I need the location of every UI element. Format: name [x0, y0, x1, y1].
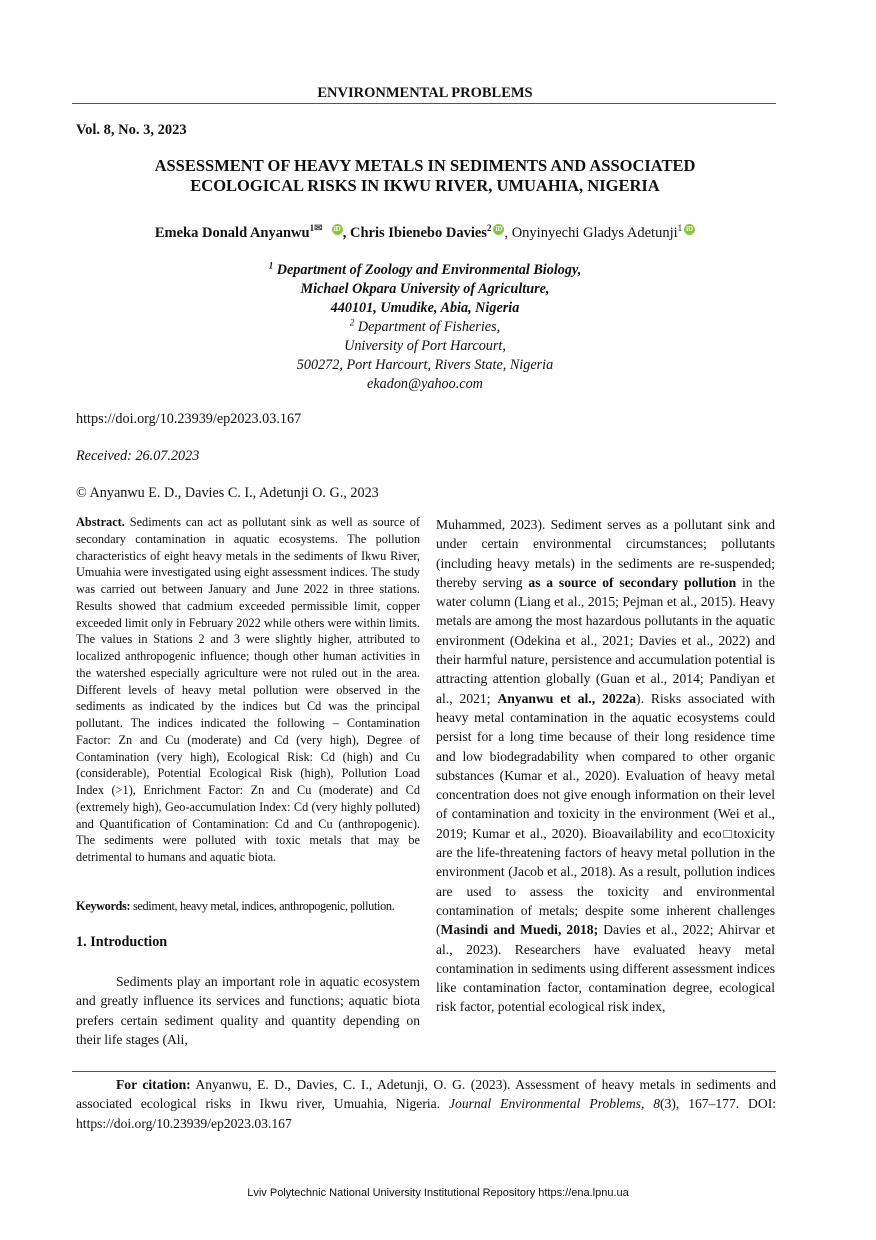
text: in the water column (Liang et al., 2015; Pejman et al., 2015). Heavy metals are among the most hazardous pollutants in the aquatic environment (Odekina et al., 2021; Davies et al., 2022) and their harmful nature, persistence and accumulation potential is attracting attention globally (Guan et al., 2014; Pandiyan et al., 2021; [436, 574, 776, 706]
journal-name: Journal Environmental Problems [448, 1096, 641, 1112]
citation-label: For citation: [116, 1077, 191, 1092]
received-date: Received: 26.07.2023 [76, 448, 200, 464]
text: , [640, 1096, 654, 1112]
affil-line: 440101, Umudike, Abia, Nigeria [330, 300, 520, 316]
keywords-label: Keywords: [76, 899, 131, 913]
orcid-icon[interactable]: iD [333, 225, 341, 233]
text: ). Risks associated with heavy metal contamination in the aquatic ecosystems could persist for a long time because of their long residence time and low biodegradability when compared to other organic substances (Kumar et al., 2020). Evaluation of heavy metal concentration does not give enough information on their level of contamination and toxicity in the environment (Wei et al., 2019; Kumar et al., 2020). Bioavailability and eco□toxicity are the life-threatening factors of heavy metal pollution in the environment (Jacob et al., 2018). As a result, pollution indices are used to assess the toxicity and environmental contamination of metals; despite some inherent challenges ( [436, 690, 775, 938]
keywords-text: sediment, heavy metal, indices, anthropogenic, pollution. [130, 899, 395, 913]
doi-link[interactable]: https://doi.org/10.23939/ep2023.03.167 [76, 411, 302, 427]
footer-rule [72, 1071, 776, 1072]
affil-line: University of Port Harcourt, [344, 338, 506, 354]
author-name: , Chris Ibienebo Davies [342, 224, 487, 241]
affil-line: Michael Okpara University of Agriculture, [300, 281, 550, 297]
affil-sup: 1 [268, 260, 274, 271]
author-list [0, 223, 850, 242]
keywords [76, 899, 426, 914]
copyright: © Anyanwu E. D., Davies C. I., Adetunji O. G., 2023 [76, 485, 379, 501]
intro-continued [436, 515, 775, 1017]
journal-header: ENVIRONMENTAL PROBLEMS [317, 85, 533, 101]
affil-sup: 2 [486, 223, 492, 233]
text: Muhammed, 2023). Sediment serves as a pollutant sink and under certain environmental circumstances; pollutants (including heavy metals) in the sediments are re-suspended; thereby serving [436, 517, 775, 590]
volume-number: 8 [653, 1096, 661, 1112]
header-rule [72, 103, 776, 104]
affil-sup: 1 [677, 223, 683, 233]
citation-link[interactable]: Masindi and Muedi, 2018; [440, 922, 599, 938]
citation-link[interactable]: Anyanwu et al., 2022a [497, 690, 637, 706]
email-icon[interactable]: ✉ [314, 223, 323, 234]
orcid-icon[interactable]: iD [686, 225, 694, 233]
orcid-icon[interactable]: iD [495, 225, 503, 233]
affiliations [0, 261, 850, 394]
author-name: Emeka Donald Anyanwu [154, 224, 310, 241]
repository-footer: Lviv Polytechnic National University Institutional Repository https://ena.lpnu.ua [247, 1187, 629, 1199]
affil-line: Department of Fisheries, [357, 319, 501, 335]
section-heading: 1. Introduction [76, 934, 168, 950]
abstract-text: Sediments can act as pollutant sink as well as source of secondary contamination in aquatic ecosystems. The pollution characteristics of eight heavy metals in the sediments of Ikwu River, Umuahia were investigated using eight assessment indices. The study was carried out between January and June 2022 in three stations. Results showed that cadmium exceeded permissible limit, copper exceeded limit only in February 2022 while others were within limits. The values in Stations 2 and 3 were slightly higher, attributed to localized anthropogenic influence; though other human activities in the watershed especially agriculture were not ruled out in the area. Different levels of heavy metal pollution were observed in the sediments as indicated by the indices but Cd was the principal pollutant. The indices indicated the following – Contamination Factor: Zn and Cu (moderate) and Cd (very high), Degree of Contamination (very high), Ecological Risk: Cd (high) and Cu (considerable), Potential Ecological Risk (high), Pollution Load Index (>1), Enrichment Factor: Zn and Cu (moderate) and Cd (extremely high), Geo-accumulation Index: Cd (very highly polluted) and Quantification of Contamination: Cd and Cu (anthropogenic). The sediments were polluted with toxic metals that may be detrimental to humans and aquatic biota. [76, 515, 420, 864]
abstract [76, 514, 420, 866]
intro-paragraph: Sediments play an important role in aquatic ecosystem and greatly influence its services and functions; aquatic biota prefers certain sediment quality and quantity depending on their life stages (Ali, [76, 974, 420, 1047]
title-line-2: ECOLOGICAL RISKS IN IKWU RIVER, UMUAHIA, NIGERIA [190, 176, 660, 195]
citation-block [76, 1075, 776, 1133]
emphasis: as a source of secondary pollution [528, 574, 737, 590]
author-name: , Onyinyechi Gladys Adetunji [504, 224, 678, 241]
email-address[interactable]: ekadon@yahoo.com [367, 376, 483, 392]
affil-line: 500272, Port Harcourt, Rivers State, Nigeria [296, 357, 554, 373]
abstract-label: Abstract. [76, 515, 125, 529]
text: (3), 167–177. DOI: https://doi.org/10.23939/ep2023.03.167 [76, 1096, 776, 1131]
text: Davies et al., 2022; Ahirvar et al., 2023). Researchers have evaluated heavy metal contamination in sediments using different assessment indices like contamination factor, contamination degree, ecological risk factor, potential ecological risk index, [436, 922, 776, 1015]
affil-sup: 2 [349, 317, 355, 328]
volume-info: Vol. 8, No. 3, 2023 [76, 122, 187, 138]
affil-line: Department of Zoology and Environmental Biology, [276, 262, 582, 278]
text: Anyanwu, E. D., Davies, C. I., Adetunji, O. G. (2023). Assessment of heavy metals in sediments and associated ecological risks in Ikwu river, Umuahia, Nigeria. [76, 1077, 776, 1112]
title-line-1: ASSESSMENT OF HEAVY METALS IN SEDIMENTS AND ASSOCIATED [154, 156, 696, 175]
paper-title [60, 156, 790, 196]
affil-sup: 1 [309, 223, 315, 233]
